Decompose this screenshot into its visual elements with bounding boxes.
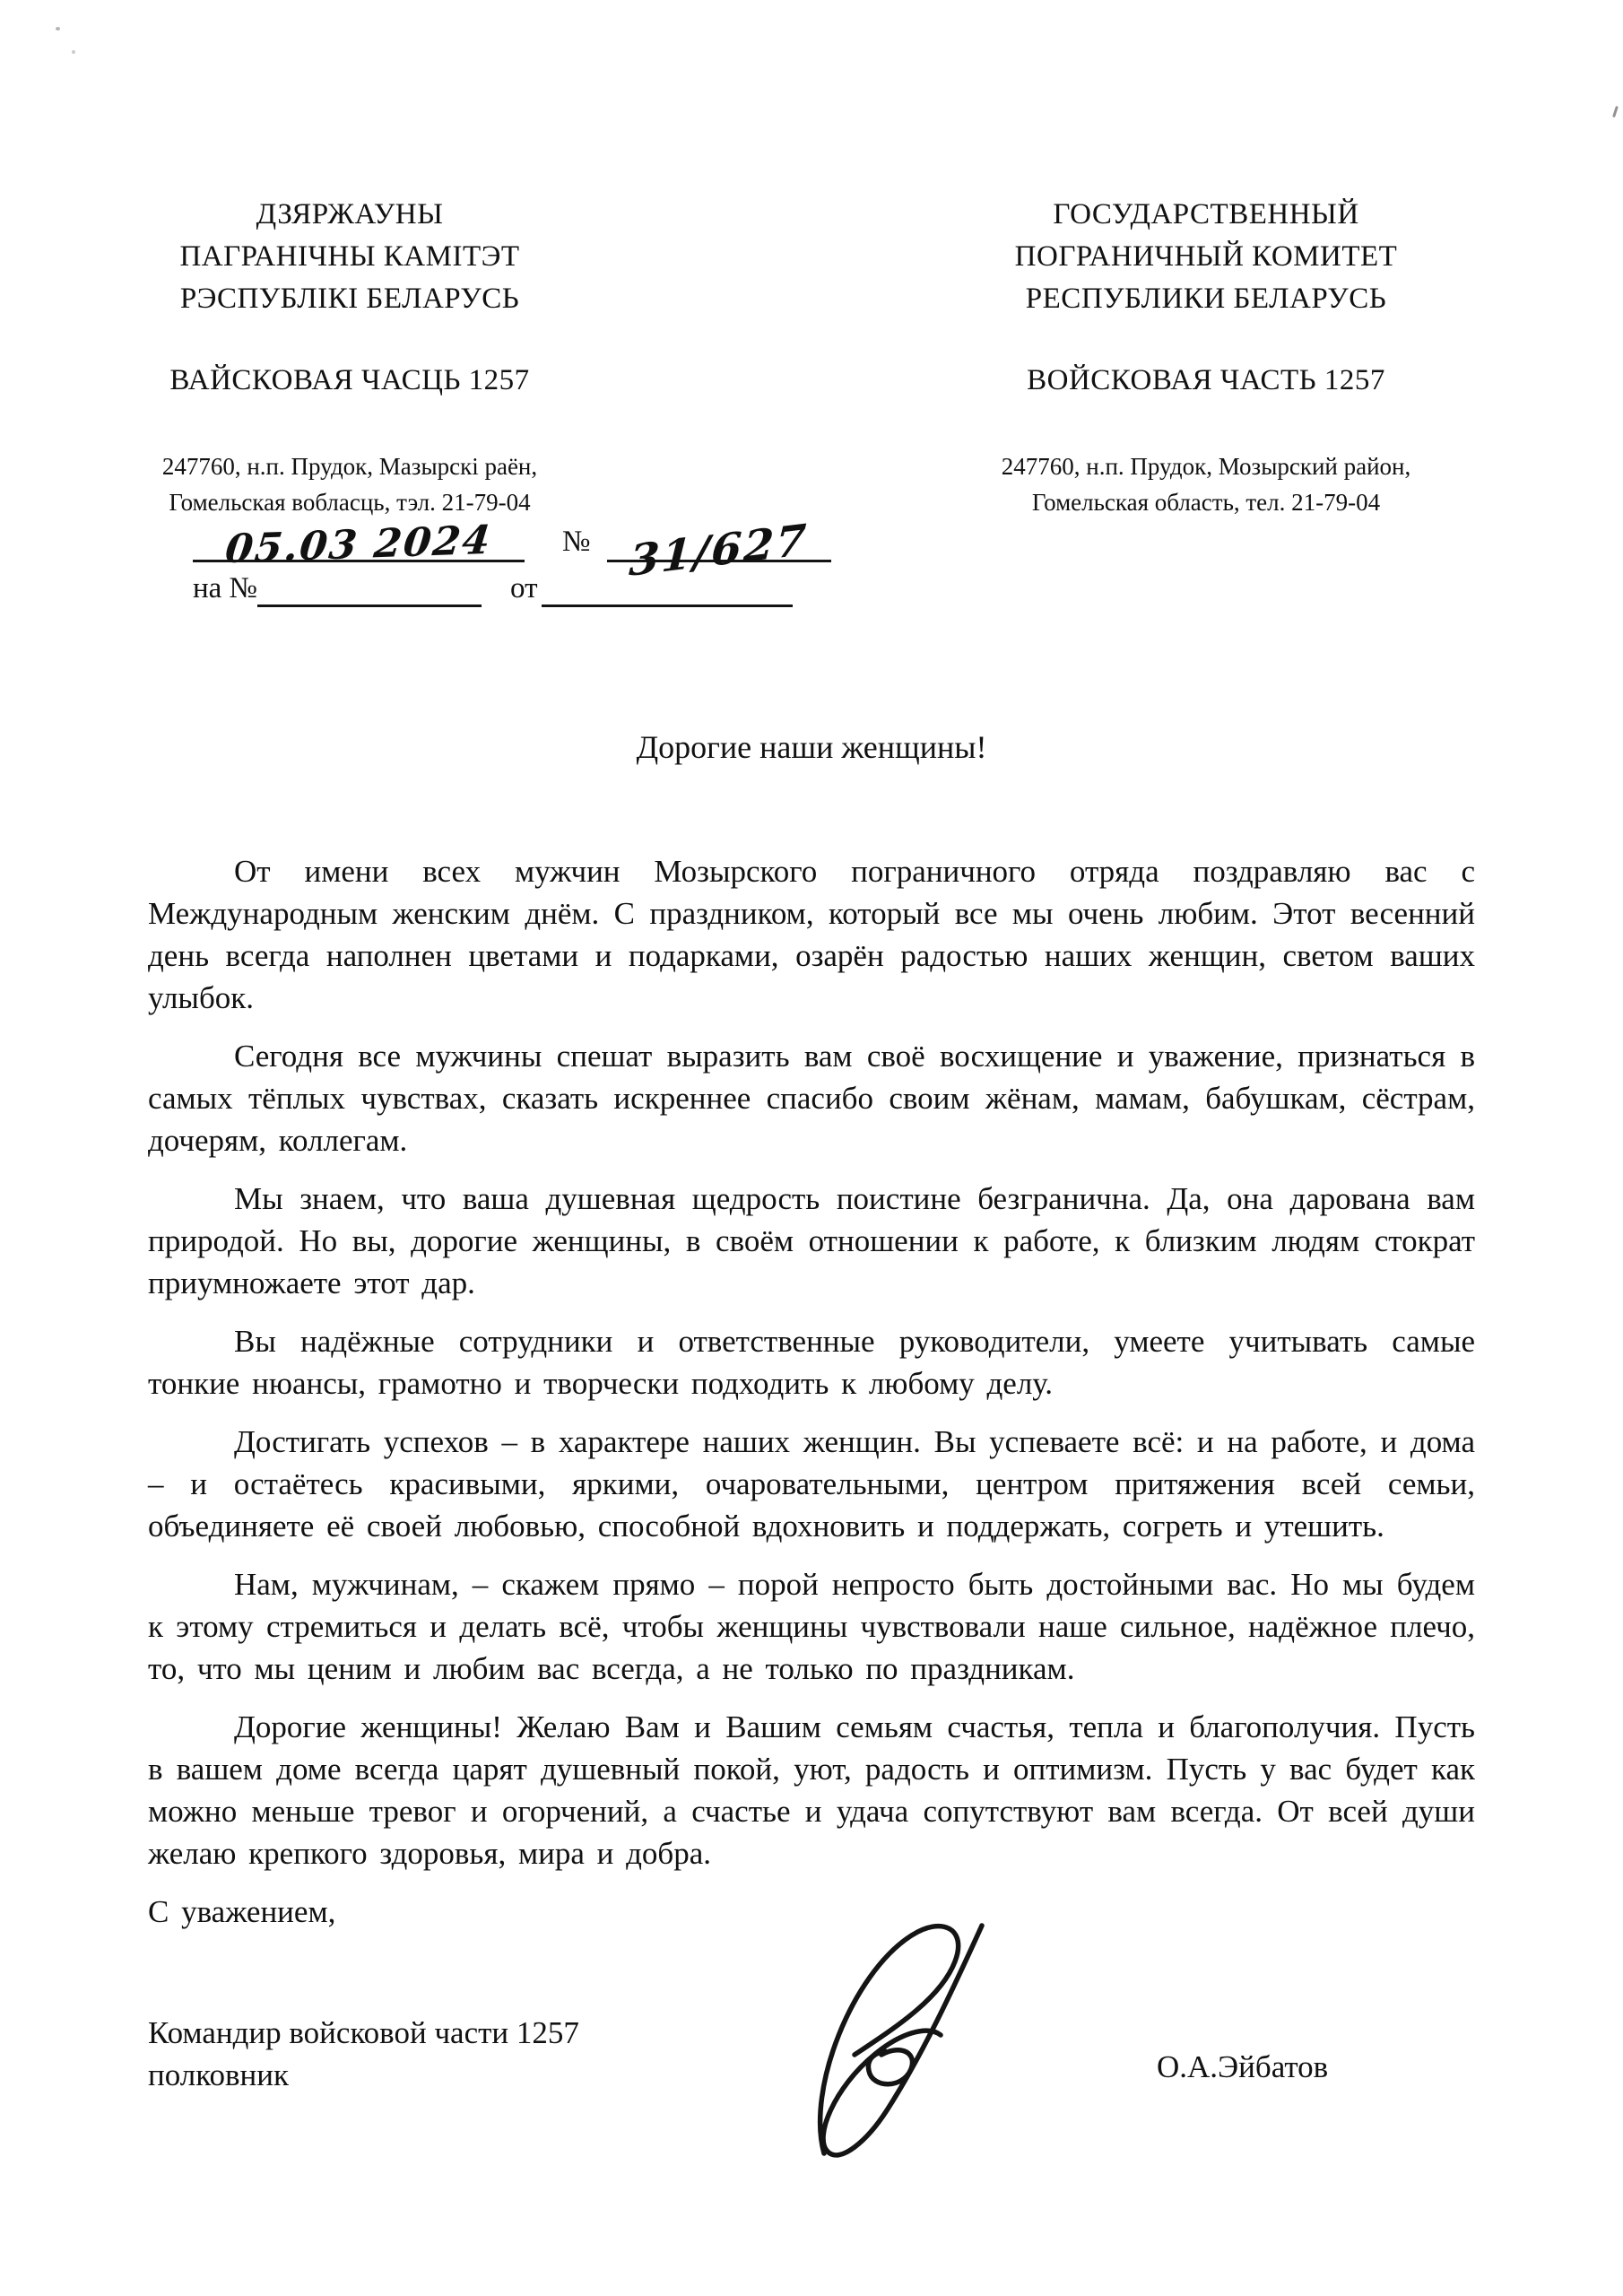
org-name-line: ПАГРАНІЧНЫ КАМІТЭТ bbox=[179, 240, 520, 273]
handwritten-number: 31/627 bbox=[628, 515, 810, 587]
org-name-line: РЭСПУБЛІКІ БЕЛАРУСЬ bbox=[179, 283, 520, 315]
reply-reference-row bbox=[0, 566, 897, 607]
date-number-row bbox=[0, 508, 897, 587]
signature-block bbox=[148, 2012, 1475, 2245]
closing-phrase: С уважением, bbox=[148, 1894, 336, 1929]
address-line: 247760, н.п. Прудок, Мазырскі раён, bbox=[161, 453, 538, 480]
military-unit-title: ВОЙСКОВАЯ ЧАСТЬ 1257 bbox=[1027, 364, 1385, 396]
letterhead-russian-column bbox=[901, 194, 1511, 520]
body-paragraph: Вы надёжные сотрудники и ответственные руководители, умеете учитывать самые тонкие нюансы, грамотно и творчески подходить к любому делу. bbox=[148, 1324, 1475, 1401]
address-line: Гомельская область, тел. 21-79-04 bbox=[1031, 489, 1381, 516]
reference-block bbox=[0, 508, 897, 607]
salutation: Дорогие наши женщины! bbox=[636, 729, 987, 765]
reply-number-blank bbox=[257, 569, 482, 607]
scan-speck bbox=[72, 50, 75, 54]
unit-address bbox=[901, 448, 1511, 520]
signer-name: О.А.Эйбатов bbox=[1157, 2049, 1329, 2084]
signer-rank: полковник bbox=[148, 2057, 289, 2092]
letterhead-belarusian-column bbox=[99, 194, 601, 520]
military-unit-title: ВАЙСКОВАЯ ЧАСЦЬ 1257 bbox=[169, 364, 530, 396]
body-paragraph: Достигать успехов – в характере наших женщин. Вы успеваете всё: и на работе, и дома – и остаётесь красивыми, яркими, очаровательными, центром притяжения всей семьи, объединяете её своей любовью, способной вдохновить и поддержать, согреть и утешить. bbox=[148, 1424, 1475, 1544]
body-paragraph: Нам, мужчинам, – скажем прямо – порой непросто быть достойными вас. Но мы будем к этому стремиться и делать всё, чтобы женщины чувствовали наше сильное, надёжное плечо, то, что мы ценим и любим вас всегда, а не только по праздникам. bbox=[148, 1567, 1475, 1686]
reply-date-label: от bbox=[510, 572, 538, 604]
number-sign-label: № bbox=[562, 526, 591, 558]
org-name-line: ГОСУДАРСТВЕННЫЙ bbox=[1053, 198, 1359, 230]
signer-position bbox=[148, 2012, 579, 2096]
body-paragraph: Сегодня все мужчины спешат выразить вам своё восхищение и уважение, признаться в самых тёплых чувствах, сказать искреннее спасибо своим жёнам, мамам, бабушкам, сёстрам, дочерям, коллегам. bbox=[148, 1039, 1475, 1158]
signer-position-line: Командир войсковой части 1257 bbox=[148, 2015, 579, 2050]
address-line: Гомельская вобласць, тэл. 21-79-04 bbox=[169, 489, 531, 516]
address-line: 247760, н.п. Прудок, Мозырский район, bbox=[1001, 453, 1411, 480]
outgoing-number-field bbox=[607, 508, 831, 587]
org-name-line: ПОГРАНИЧНЫЙ КОМИТЕТ bbox=[1014, 240, 1398, 273]
scan-speck bbox=[56, 27, 60, 30]
date-field bbox=[193, 508, 525, 573]
org-name-line: РЕСПУБЛИКИ БЕЛАРУСЬ bbox=[1025, 283, 1387, 315]
scan-edge-mark bbox=[1612, 106, 1619, 117]
signature-scribble bbox=[747, 1918, 1061, 2179]
handwritten-date: 05.03 2024 bbox=[222, 517, 495, 573]
org-name-line: ДЗЯРЖАУНЫ bbox=[256, 198, 444, 230]
letter-body bbox=[148, 850, 1475, 2245]
body-paragraph: Дорогие женщины! Желаю Вам и Вашим семьям счастья, тепла и благополучия. Пусть в вашем доме всегда царят душевный покой, уют, радость и оптимизм. Пусть у вас будет как можно меньше тревог и огорчений, а счастье и удача сопутствуют вам всегда. От всей души желаю крепкого здоровья, мира и добра. bbox=[148, 1709, 1475, 1871]
body-paragraph: От имени всех мужчин Мозырского пограничного отряда поздравляю вас с Международным женским днём. С праздником, который все мы очень любим. Этот весенний день всегда наполнен цветами и подарками, озарён радостью наших женщин, светом ваших улыбок. bbox=[148, 854, 1475, 1015]
reply-number-label: на № bbox=[193, 572, 258, 604]
body-paragraph: Мы знаем, что ваша душевная щедрость поистине безгранична. Да, она дарована вам природой. Но вы, дорогие женщины, в своём отношении к работе, к близким людям стократ приумножаете этот дар. bbox=[148, 1181, 1475, 1300]
